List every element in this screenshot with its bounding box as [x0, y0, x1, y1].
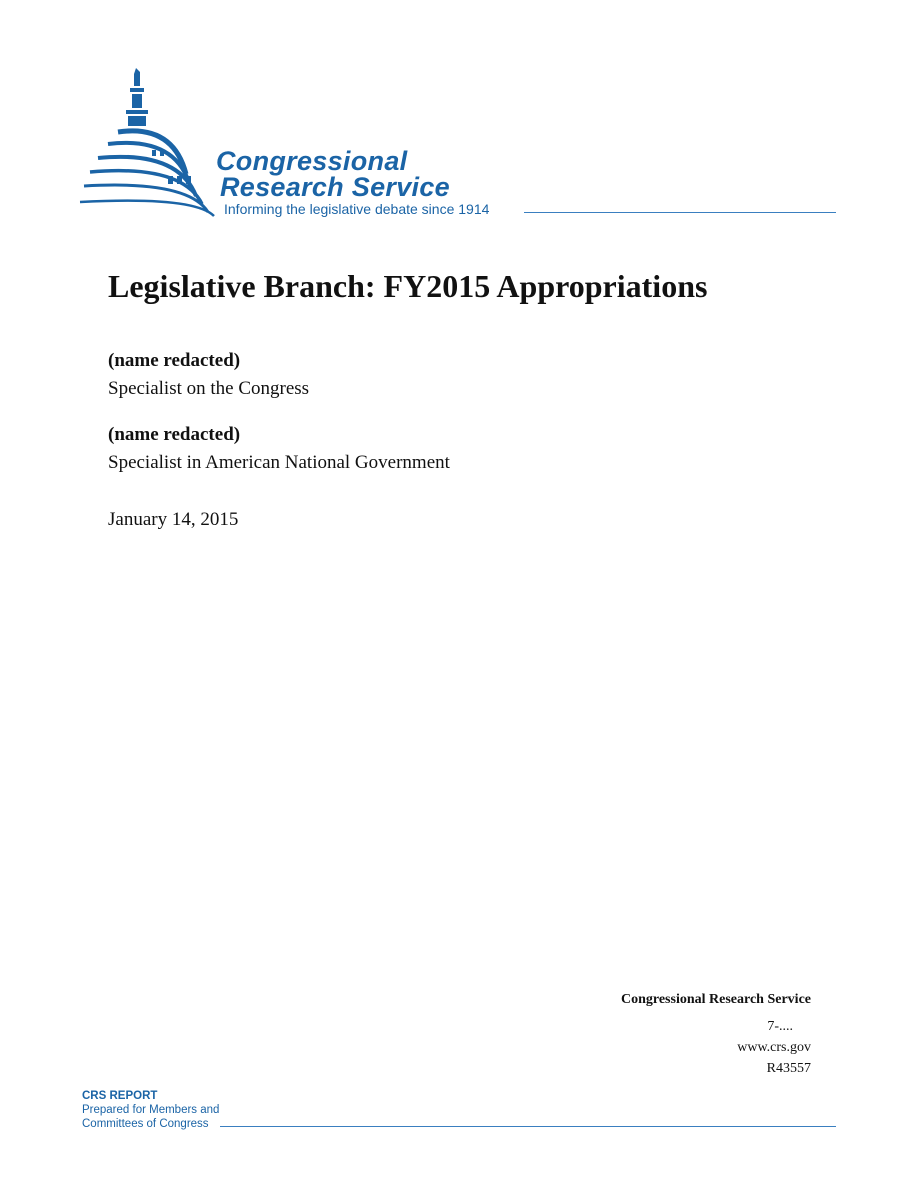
footer — [82, 1089, 219, 1131]
report-date: January 14, 2015 — [108, 509, 239, 530]
footer-label: CRS REPORT — [82, 1090, 158, 1102]
publisher-code: 7-.... — [767, 1019, 793, 1034]
logo-wordmark-line2: Research Service — [220, 172, 450, 202]
footer-line-2: Committees of Congress — [82, 1118, 209, 1130]
author-2-role: Specialist in American National Government — [108, 452, 450, 473]
author-1-role: Specialist on the Congress — [108, 378, 310, 399]
publisher-website[interactable]: www.crs.gov — [737, 1040, 811, 1055]
logo-wordmark-line1: Congressional — [216, 146, 408, 176]
author-2-name: (name redacted) — [108, 424, 241, 445]
report-number: R43557 — [766, 1061, 811, 1076]
report-title: Legislative Branch: FY2015 Appropriations — [108, 268, 708, 304]
publisher-block — [621, 990, 811, 1079]
footer-line-1: Prepared for Members and — [82, 1104, 220, 1116]
capitol-dome-icon — [78, 64, 218, 224]
crs-logo — [78, 64, 838, 224]
logo-tagline: Informing the legislative debate since 1914 — [224, 201, 490, 217]
publisher-name: Congressional Research Service — [620, 992, 811, 1007]
author-1-name: (name redacted) — [108, 350, 241, 371]
header-divider — [524, 212, 836, 213]
footer-divider — [220, 1126, 836, 1127]
